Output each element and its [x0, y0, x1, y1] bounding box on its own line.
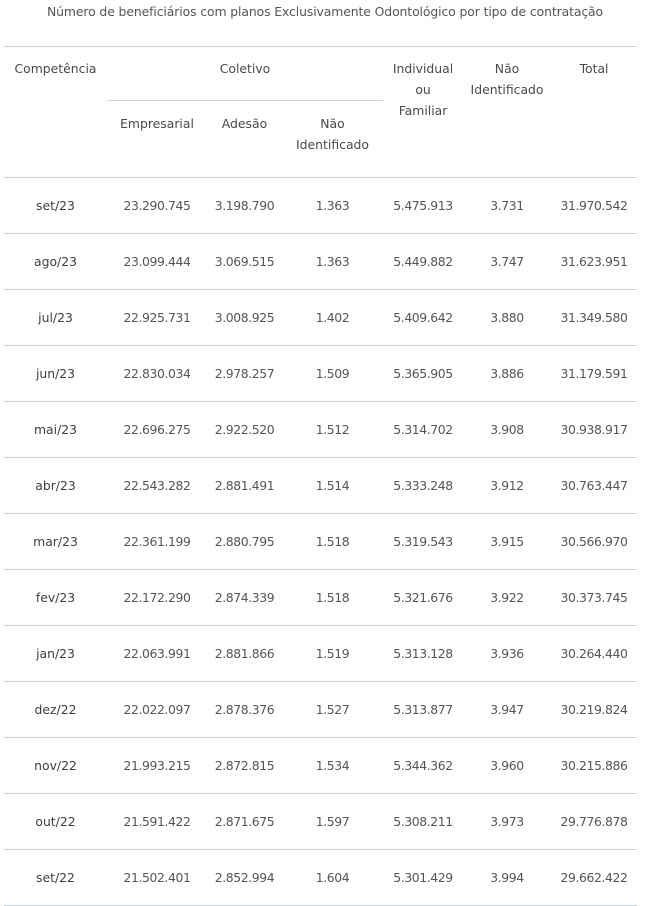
cell-adesao: 2.871.675: [207, 794, 282, 850]
cell-competencia: jul/23: [4, 290, 107, 346]
cell-total: 31.349.580: [551, 290, 637, 346]
cell-coletivo-nao-ident: 1.402: [282, 290, 383, 346]
cell-nao-ident: 3.960: [463, 738, 551, 794]
cell-coletivo-nao-ident: 1.363: [282, 178, 383, 234]
cell-empresarial: 21.591.422: [107, 794, 207, 850]
cell-coletivo-nao-ident: 1.597: [282, 794, 383, 850]
cell-individual: 5.409.642: [383, 290, 463, 346]
table-row: [4, 850, 637, 906]
header-coletivo-nao-identificado: Não Identificado: [296, 116, 369, 152]
cell-individual: 5.308.211: [383, 794, 463, 850]
cell-adesao: 2.872.815: [207, 738, 282, 794]
cell-adesao: 2.922.520: [207, 402, 282, 458]
cell-adesao: 3.069.515: [207, 234, 282, 290]
cell-individual: 5.333.248: [383, 458, 463, 514]
table-row: [4, 234, 637, 290]
cell-individual: 5.344.362: [383, 738, 463, 794]
cell-competencia: jan/23: [4, 626, 107, 682]
table-row: [4, 682, 637, 738]
beneficiaries-table: [4, 46, 637, 906]
table-row: [4, 794, 637, 850]
cell-total: 30.264.440: [551, 626, 637, 682]
header-individual-familiar: Individual ou Familiar: [383, 47, 463, 178]
cell-individual: 5.301.429: [383, 850, 463, 906]
cell-competencia: mar/23: [4, 514, 107, 570]
table-row: [4, 458, 637, 514]
cell-competencia: mai/23: [4, 402, 107, 458]
cell-coletivo-nao-ident: 1.509: [282, 346, 383, 402]
cell-coletivo-nao-ident: 1.518: [282, 570, 383, 626]
cell-coletivo-nao-ident: 1.518: [282, 514, 383, 570]
cell-adesao: 2.878.376: [207, 682, 282, 738]
cell-competencia: nov/22: [4, 738, 107, 794]
cell-nao-ident: 3.915: [463, 514, 551, 570]
cell-competencia: set/22: [4, 850, 107, 906]
cell-empresarial: 22.925.731: [107, 290, 207, 346]
header-total: Total: [551, 47, 637, 178]
cell-total: 31.623.951: [551, 234, 637, 290]
cell-nao-ident: 3.880: [463, 290, 551, 346]
header-adesao: Adesão: [221, 116, 268, 131]
cell-empresarial: 21.993.215: [107, 738, 207, 794]
cell-competencia: ago/23: [4, 234, 107, 290]
cell-empresarial: 23.099.444: [107, 234, 207, 290]
cell-coletivo-nao-ident: 1.514: [282, 458, 383, 514]
table-row: [4, 402, 637, 458]
cell-nao-ident: 3.747: [463, 234, 551, 290]
cell-adesao: 2.874.339: [207, 570, 282, 626]
cell-empresarial: 22.022.097: [107, 682, 207, 738]
cell-total: 31.179.591: [551, 346, 637, 402]
cell-total: 30.566.970: [551, 514, 637, 570]
cell-coletivo-nao-ident: 1.534: [282, 738, 383, 794]
cell-competencia: jun/23: [4, 346, 107, 402]
cell-total: 31.970.542: [551, 178, 637, 234]
cell-individual: 5.319.543: [383, 514, 463, 570]
cell-adesao: 2.978.257: [207, 346, 282, 402]
cell-competencia: abr/23: [4, 458, 107, 514]
cell-empresarial: 22.830.034: [107, 346, 207, 402]
cell-competencia: set/23: [4, 178, 107, 234]
cell-coletivo-nao-ident: 1.363: [282, 234, 383, 290]
cell-coletivo-nao-ident: 1.527: [282, 682, 383, 738]
cell-adesao: 2.881.491: [207, 458, 282, 514]
cell-adesao: 3.008.925: [207, 290, 282, 346]
cell-nao-ident: 3.908: [463, 402, 551, 458]
cell-individual: 5.313.128: [383, 626, 463, 682]
cell-empresarial: 22.063.991: [107, 626, 207, 682]
cell-empresarial: 22.696.275: [107, 402, 207, 458]
cell-individual: 5.475.913: [383, 178, 463, 234]
table-row: [4, 346, 637, 402]
cell-adesao: 2.881.866: [207, 626, 282, 682]
cell-empresarial: 23.290.745: [107, 178, 207, 234]
cell-individual: 5.321.676: [383, 570, 463, 626]
cell-competencia: out/22: [4, 794, 107, 850]
cell-nao-ident: 3.936: [463, 626, 551, 682]
cell-competencia: fev/23: [4, 570, 107, 626]
cell-nao-ident: 3.912: [463, 458, 551, 514]
cell-adesao: 3.198.790: [207, 178, 282, 234]
cell-nao-ident: 3.994: [463, 850, 551, 906]
cell-nao-ident: 3.731: [463, 178, 551, 234]
cell-adesao: 2.852.994: [207, 850, 282, 906]
cell-total: 30.373.745: [551, 570, 637, 626]
header-empresarial: Empresarial: [120, 116, 194, 131]
table-caption: Número de beneficiários com planos Exclusivamente Odontológico por tipo de contratação: [46, 4, 604, 19]
cell-coletivo-nao-ident: 1.512: [282, 402, 383, 458]
cell-nao-ident: 3.886: [463, 346, 551, 402]
cell-nao-ident: 3.922: [463, 570, 551, 626]
cell-coletivo-nao-ident: 1.604: [282, 850, 383, 906]
cell-total: 29.776.878: [551, 794, 637, 850]
table-body: [4, 178, 637, 906]
cell-individual: 5.365.905: [383, 346, 463, 402]
cell-individual: 5.314.702: [383, 402, 463, 458]
cell-total: 30.763.447: [551, 458, 637, 514]
cell-individual: 5.313.877: [383, 682, 463, 738]
table-row: [4, 570, 637, 626]
cell-competencia: dez/22: [4, 682, 107, 738]
cell-empresarial: 22.172.290: [107, 570, 207, 626]
header-competencia: Competência: [4, 47, 107, 178]
cell-adesao: 2.880.795: [207, 514, 282, 570]
header-coletivo: Coletivo: [107, 47, 383, 101]
cell-total: 30.219.824: [551, 682, 637, 738]
table-row: [4, 514, 637, 570]
cell-total: 30.215.886: [551, 738, 637, 794]
cell-nao-ident: 3.947: [463, 682, 551, 738]
cell-empresarial: 22.543.282: [107, 458, 207, 514]
table-row: [4, 290, 637, 346]
cell-nao-ident: 3.973: [463, 794, 551, 850]
cell-empresarial: 22.361.199: [107, 514, 207, 570]
table-row: [4, 178, 637, 234]
cell-total: 30.938.917: [551, 402, 637, 458]
header-nao-identificado: Não Identificado: [463, 47, 551, 178]
cell-empresarial: 21.502.401: [107, 850, 207, 906]
cell-coletivo-nao-ident: 1.519: [282, 626, 383, 682]
table-row: [4, 626, 637, 682]
table-row: [4, 738, 637, 794]
cell-individual: 5.449.882: [383, 234, 463, 290]
cell-total: 29.662.422: [551, 850, 637, 906]
